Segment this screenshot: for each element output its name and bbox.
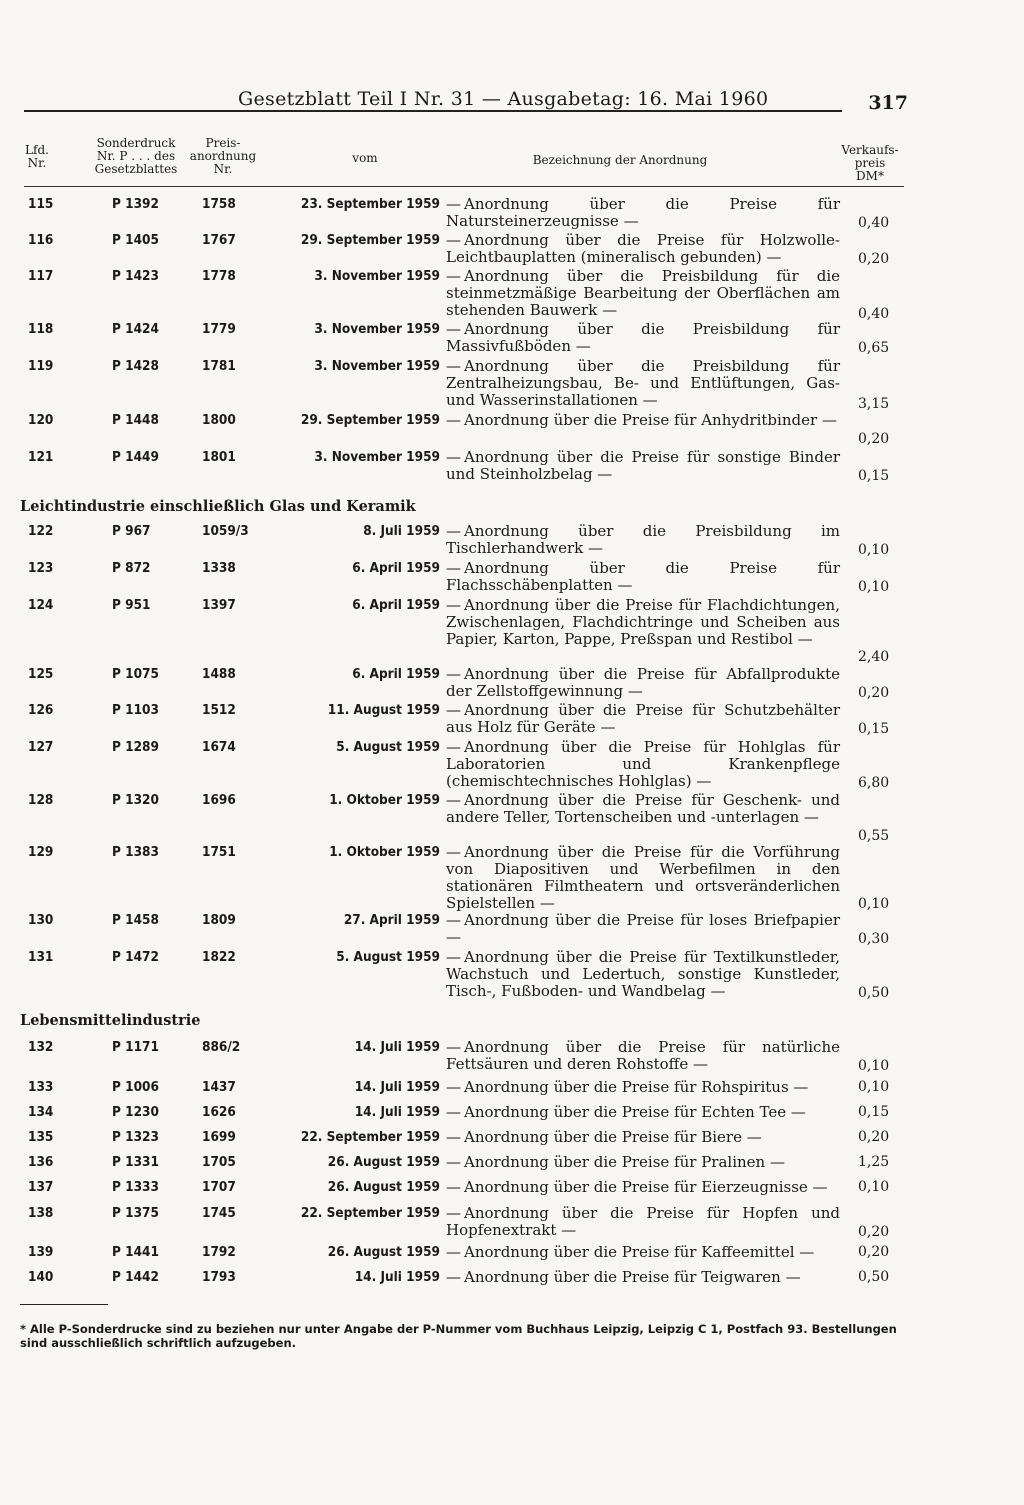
order-description: — Anordnung über die Preise für Hohlglas für Laboratorien und Krankenpflege (chemischtechnisches Hohlglas) — [446, 738, 840, 790]
preisanordnung-number: 1338 [202, 560, 236, 576]
order-date: 14. Juli 1959 [354, 1104, 440, 1120]
order-description: — Anordnung über die Preise für Flachdichtungen, Zwischenlagen, Flachdichtringe und Scheiben aus Papier, Karton, Pappe, Preßspan und Restibol — [446, 596, 840, 648]
sonderdruck-number: P 1441 [112, 1244, 159, 1260]
sale-price: 0,20 [858, 1129, 890, 1145]
row-number: 116 [28, 232, 54, 248]
order-date: 26. August 1959 [327, 1244, 440, 1260]
preisanordnung-number: 1751 [202, 844, 236, 860]
page-number: 317 [868, 92, 908, 114]
col-header-lfd: Lfd. Nr. [25, 143, 49, 170]
order-date: 14. Juli 1959 [354, 1039, 440, 1055]
preisanordnung-number: 1793 [202, 1269, 236, 1285]
sonderdruck-number: P 872 [112, 560, 151, 576]
row-number: 123 [28, 560, 54, 576]
sonderdruck-number: P 1424 [112, 321, 159, 337]
preisanordnung-number: 1781 [202, 358, 236, 374]
order-description-text: Anordnung über die Preise für Echten Tee — [464, 1103, 806, 1121]
order-description-text: Anordnung über die Preise für Biere — [464, 1128, 762, 1146]
order-date: 3. November 1959 [314, 358, 440, 374]
order-date: 29. September 1959 [300, 232, 440, 248]
order-description-text: Anordnung über die Preise für sonstige Binder und Steinholzbelag — [446, 448, 840, 483]
row-number: 128 [28, 792, 54, 808]
footnote: * Alle P-Sonderdrucke sind zu beziehen nur unter Angabe der P-Nummer vom Buchhaus Leipzig, Leipzig C 1, Postfach 93. Bestellungen sind ausschließlich schriftlich aufzugeben. [20, 1322, 897, 1350]
preisanordnung-number: 1778 [202, 268, 236, 284]
order-date: 11. August 1959 [327, 702, 440, 718]
preisanordnung-number: 1696 [202, 792, 236, 808]
order-date: 26. August 1959 [327, 1154, 440, 1170]
preisanordnung-number: 1822 [202, 949, 236, 965]
row-number: 137 [28, 1179, 54, 1195]
sonderdruck-number: P 1320 [112, 792, 159, 808]
order-description-text: Anordnung über die Preise für Kaffeemittel — [464, 1243, 815, 1261]
section-heading: Lebensmittelindustrie [20, 1012, 201, 1029]
order-description-text: Anordnung über die Preisbildung für die steinmetzmäßige Bearbeitung der Oberflächen am stehenden Bauwerk — [446, 267, 840, 319]
order-description: — Anordnung über die Preise für Biere — [446, 1128, 762, 1146]
order-date: 3. November 1959 [314, 321, 440, 337]
order-description: — Anordnung über die Preise für Hopfen und Hopfenextrakt — [446, 1204, 840, 1239]
preisanordnung-number: 1792 [202, 1244, 236, 1260]
order-description-text: Anordnung über die Preise für Holzwolle-Leichtbauplatten (mineralisch gebunden) — [446, 231, 840, 266]
row-number: 138 [28, 1205, 54, 1221]
preisanordnung-number: 1488 [202, 666, 236, 682]
preisanordnung-number: 1767 [202, 232, 236, 248]
order-description-text: Anordnung über die Preise für Rohspiritus — [464, 1078, 809, 1096]
sale-price: 0,10 [858, 1058, 890, 1074]
order-description: — Anordnung über die Preisbildung im Tischlerhandwerk — [446, 522, 840, 557]
preisanordnung-number: 1699 [202, 1129, 236, 1145]
row-number: 133 [28, 1079, 54, 1095]
sonderdruck-number: P 1383 [112, 844, 159, 860]
sonderdruck-number: P 1323 [112, 1129, 159, 1145]
row-number: 134 [28, 1104, 54, 1120]
order-description-text: Anordnung über die Preise für Natursteinerzeugnisse — [446, 195, 840, 230]
order-date: 5. August 1959 [336, 949, 440, 965]
row-number: 124 [28, 597, 54, 613]
sale-price: 0,20 [858, 431, 890, 447]
sonderdruck-number: P 1449 [112, 449, 159, 465]
sonderdruck-number: P 1392 [112, 196, 159, 212]
order-date: 26. August 1959 [327, 1179, 440, 1195]
order-date: 22. September 1959 [300, 1129, 440, 1145]
row-number: 131 [28, 949, 54, 965]
col-header-preisanordnung: Preis- anordnung Nr. [189, 136, 257, 176]
column-header-rule [24, 186, 904, 187]
order-description-text: Anordnung über die Preise für Eierzeugnisse — [464, 1178, 828, 1196]
sale-price: 0,30 [858, 931, 890, 947]
order-description: — Anordnung über die Preise für Teigwaren — [446, 1268, 801, 1286]
row-number: 127 [28, 739, 54, 755]
sonderdruck-number: P 1448 [112, 412, 159, 428]
sale-price: 0,20 [858, 1244, 890, 1260]
order-description-text: Anordnung über die Preise für Flachsschäbenplatten — [446, 559, 840, 594]
sale-price: 0,55 [858, 828, 890, 844]
order-description-text: Anordnung über die Preise für Anhydritbinder — [464, 411, 837, 429]
sonderdruck-number: P 1423 [112, 268, 159, 284]
row-number: 132 [28, 1039, 54, 1055]
row-number: 117 [28, 268, 54, 284]
row-number: 125 [28, 666, 54, 682]
sonderdruck-number: P 1171 [112, 1039, 159, 1055]
preisanordnung-number: 1809 [202, 912, 236, 928]
sonderdruck-number: P 1472 [112, 949, 159, 965]
preisanordnung-number: 1705 [202, 1154, 236, 1170]
preisanordnung-number: 1758 [202, 196, 236, 212]
order-date: 23. September 1959 [300, 196, 440, 212]
order-description: — Anordnung über die Preise für Abfallprodukte der Zellstoffgewinnung — [446, 665, 840, 700]
sale-price: 0,10 [858, 1179, 890, 1195]
header-rule [24, 110, 842, 112]
order-description: — Anordnung über die Preise für Flachsschäbenplatten — [446, 559, 840, 594]
sonderdruck-number: P 951 [112, 597, 151, 613]
sonderdruck-number: P 1442 [112, 1269, 159, 1285]
sonderdruck-number: P 1230 [112, 1104, 159, 1120]
preisanordnung-number: 886/2 [202, 1039, 241, 1055]
col-header-verkaufspreis: Verkaufs- preis DM* [841, 143, 899, 183]
order-date: 29. September 1959 [300, 412, 440, 428]
order-date: 8. Juli 1959 [363, 523, 440, 539]
order-description: — Anordnung über die Preise für loses Briefpapier — [446, 911, 840, 946]
col-header-bezeichnung: Bezeichnung der Anordnung [532, 153, 708, 167]
preisanordnung-number: 1512 [202, 702, 236, 718]
order-description: — Anordnung über die Preise für Textilkunstleder, Wachstuch und Ledertuch, sonstige Kunstleder, Tisch-, Fußboden- und Wandbelag — [446, 948, 840, 1000]
order-description-text: Anordnung über die Preise für Abfallprodukte der Zellstoffgewinnung — [446, 665, 840, 700]
order-description-text: Anordnung über die Preise für die Vorführung von Diapositiven und Werbefilmen in den stationären Filmtheatern und ortsveränderlichen Spielstellen — [446, 843, 840, 912]
row-number: 115 [28, 196, 54, 212]
row-number: 139 [28, 1244, 54, 1260]
order-date: 5. August 1959 [336, 739, 440, 755]
sale-price: 0,40 [858, 215, 890, 231]
order-date: 6. April 1959 [352, 597, 440, 613]
sale-price: 0,15 [858, 721, 890, 737]
order-description-text: Anordnung über die Preisbildung für Zentralheizungsbau, Be- und Entlüftungen, Gas- und Wasserinstallationen — [446, 357, 840, 409]
sonderdruck-number: P 1103 [112, 702, 159, 718]
order-date: 3. November 1959 [314, 449, 440, 465]
preisanordnung-number: 1397 [202, 597, 236, 613]
preisanordnung-number: 1437 [202, 1079, 236, 1095]
header-title: Gesetzblatt Teil I Nr. 31 — Ausgabetag: 16. Mai 1960 [238, 88, 769, 110]
row-number: 118 [28, 321, 54, 337]
preisanordnung-number: 1745 [202, 1205, 236, 1221]
sale-price: 0,20 [858, 1224, 890, 1240]
col-header-vom: vom [352, 151, 378, 165]
sale-price: 0,10 [858, 579, 890, 595]
order-description: — Anordnung über die Preise für Natursteinerzeugnisse — [446, 195, 840, 230]
order-description: — Anordnung über die Preise für Anhydritbinder — [446, 411, 837, 429]
order-description: — Anordnung über die Preise für Pralinen — [446, 1153, 785, 1171]
sale-price: 0,20 [858, 685, 890, 701]
order-description-text: Anordnung über die Preise für Hopfen und Hopfenextrakt — [446, 1204, 840, 1239]
order-description-text: Anordnung über die Preise für loses Briefpapier — [446, 911, 840, 946]
order-date: 14. Juli 1959 [354, 1079, 440, 1095]
row-number: 126 [28, 702, 54, 718]
footnote-rule [20, 1304, 108, 1305]
preisanordnung-number: 1779 [202, 321, 236, 337]
preisanordnung-number: 1059/3 [202, 523, 249, 539]
preisanordnung-number: 1801 [202, 449, 236, 465]
order-description-text: Anordnung über die Preise für Textilkunstleder, Wachstuch und Ledertuch, sonstige Kunstleder, Tisch-, Fußboden- und Wandbelag — [446, 948, 840, 1000]
order-description: — Anordnung über die Preise für Kaffeemittel — [446, 1243, 815, 1261]
sale-price: 2,40 [858, 649, 890, 665]
sale-price: 0,50 [858, 1269, 890, 1285]
preisanordnung-number: 1626 [202, 1104, 236, 1120]
sale-price: 6,80 [858, 775, 890, 791]
order-date: 27. April 1959 [343, 912, 440, 928]
sale-price: 0,15 [858, 468, 890, 484]
order-date: 1. Oktober 1959 [329, 844, 440, 860]
sonderdruck-number: P 1289 [112, 739, 159, 755]
order-description-text: Anordnung über die Preisbildung für Massivfußböden — [446, 320, 840, 355]
sale-price: 1,25 [858, 1154, 890, 1170]
sonderdruck-number: P 1006 [112, 1079, 159, 1095]
order-date: 6. April 1959 [352, 666, 440, 682]
order-description-text: Anordnung über die Preise für Hohlglas für Laboratorien und Krankenpflege (chemischtechnisches Hohlglas) — [446, 738, 840, 790]
order-description: — Anordnung über die Preisbildung für die steinmetzmäßige Bearbeitung der Oberflächen am stehenden Bauwerk — [446, 267, 840, 319]
col-header-sonderdruck: Sonderdruck Nr. P . . . des Gesetzblattes [94, 136, 178, 176]
order-date: 6. April 1959 [352, 560, 440, 576]
order-description: — Anordnung über die Preise für Rohspiritus — [446, 1078, 809, 1096]
sale-price: 3,15 [858, 396, 890, 412]
sale-price: 0,50 [858, 985, 890, 1001]
sale-price: 0,10 [858, 896, 890, 912]
order-date: 14. Juli 1959 [354, 1269, 440, 1285]
order-description-text: Anordnung über die Preisbildung im Tischlerhandwerk — [446, 522, 840, 557]
order-description-text: Anordnung über die Preise für Teigwaren — [464, 1268, 801, 1286]
sale-price: 0,65 [858, 340, 890, 356]
order-description-text: Anordnung über die Preise für Geschenk- und andere Teller, Tortenscheiben und -unterlagen — [446, 791, 840, 826]
sonderdruck-number: P 1333 [112, 1179, 159, 1195]
section-heading: Leichtindustrie einschließlich Glas und Keramik [20, 498, 416, 515]
row-number: 121 [28, 449, 54, 465]
order-date: 1. Oktober 1959 [329, 792, 440, 808]
row-number: 130 [28, 912, 54, 928]
sale-price: 0,10 [858, 542, 890, 558]
preisanordnung-number: 1707 [202, 1179, 236, 1195]
sonderdruck-number: P 1331 [112, 1154, 159, 1170]
row-number: 140 [28, 1269, 54, 1285]
order-description: — Anordnung über die Preise für Holzwolle-Leichtbauplatten (mineralisch gebunden) — [446, 231, 840, 266]
sonderdruck-number: P 1375 [112, 1205, 159, 1221]
order-description: — Anordnung über die Preise für die Vorführung von Diapositiven und Werbefilmen in den stationären Filmtheatern und ortsveränderlichen Spielstellen — [446, 843, 840, 912]
order-description: — Anordnung über die Preise für Eierzeugnisse — [446, 1178, 828, 1196]
sale-price: 0,40 [858, 306, 890, 322]
row-number: 120 [28, 412, 54, 428]
sale-price: 0,10 [858, 1079, 890, 1095]
order-description: — Anordnung über die Preise für Schutzbehälter aus Holz für Geräte — [446, 701, 840, 736]
order-description-text: Anordnung über die Preise für natürliche Fettsäuren und deren Rohstoffe — [446, 1038, 840, 1073]
order-description: — Anordnung über die Preisbildung für Zentralheizungsbau, Be- und Entlüftungen, Gas- und Wasserinstallationen — [446, 357, 840, 409]
preisanordnung-number: 1674 [202, 739, 236, 755]
sonderdruck-number: P 1405 [112, 232, 159, 248]
row-number: 136 [28, 1154, 54, 1170]
sonderdruck-number: P 1075 [112, 666, 159, 682]
order-description-text: Anordnung über die Preise für Flachdichtungen, Zwischenlagen, Flachdichtringe und Scheiben aus Papier, Karton, Pappe, Preßspan und Restibol — [446, 596, 840, 648]
sale-price: 0,20 [858, 251, 890, 267]
order-description: — Anordnung über die Preisbildung für Massivfußböden — [446, 320, 840, 355]
page-header [24, 84, 908, 118]
row-number: 129 [28, 844, 54, 860]
order-description-text: Anordnung über die Preise für Pralinen — [464, 1153, 785, 1171]
sonderdruck-number: P 1428 [112, 358, 159, 374]
sonderdruck-number: P 967 [112, 523, 151, 539]
row-number: 135 [28, 1129, 54, 1145]
order-description: — Anordnung über die Preise für Echten Tee — [446, 1103, 806, 1121]
order-description: — Anordnung über die Preise für Geschenk- und andere Teller, Tortenscheiben und -unterlagen — [446, 791, 840, 826]
order-description-text: Anordnung über die Preise für Schutzbehälter aus Holz für Geräte — [446, 701, 840, 736]
row-number: 119 [28, 358, 54, 374]
sonderdruck-number: P 1458 [112, 912, 159, 928]
row-number: 122 [28, 523, 54, 539]
preisanordnung-number: 1800 [202, 412, 236, 428]
order-date: 22. September 1959 [300, 1205, 440, 1221]
order-date: 3. November 1959 [314, 268, 440, 284]
order-description: — Anordnung über die Preise für natürliche Fettsäuren und deren Rohstoffe — [446, 1038, 840, 1073]
sale-price: 0,15 [858, 1104, 890, 1120]
order-description: — Anordnung über die Preise für sonstige Binder und Steinholzbelag — [446, 448, 840, 483]
